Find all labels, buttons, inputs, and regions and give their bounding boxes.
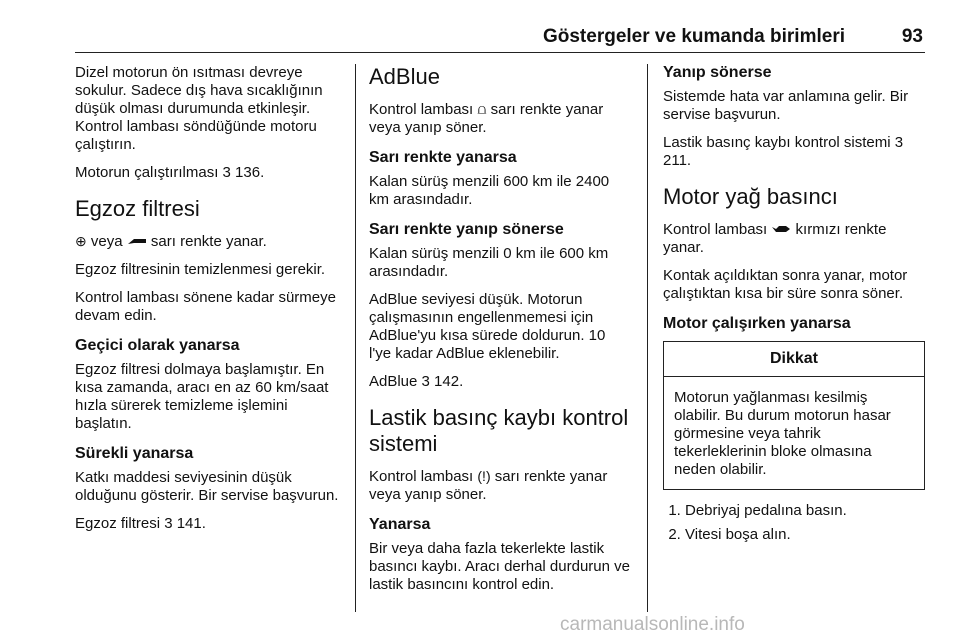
paragraph [369, 100, 631, 137]
column-2 [369, 64, 631, 604]
filter-icon [127, 233, 147, 249]
subsection-heading: Sarı renkte yanarsa [369, 149, 517, 166]
section-heading: Motor yağ basıncı [663, 184, 838, 209]
column-1 [75, 64, 345, 543]
paragraph [663, 134, 925, 170]
column-divider [355, 64, 356, 612]
subsection-heading: Yanıp sönerse [663, 64, 772, 81]
paragraph [369, 467, 631, 504]
paragraph-text: Motorun çalıştırılması [75, 164, 223, 181]
page-reference: 3 136. [222, 164, 265, 181]
page-number: 93 [901, 26, 923, 47]
paragraph: Egzoz filtresinin temizlenmesi gerekir. [75, 261, 326, 278]
column-divider [647, 64, 648, 612]
oil-can-icon [771, 221, 791, 237]
paragraph-text: AdBlue [369, 373, 422, 390]
paragraph [663, 220, 925, 257]
paragraph-text: sarı renkte yanar veya yanıp söner. [369, 101, 604, 136]
paragraph [369, 373, 631, 391]
warning-box-text: Motorun yağlanması kesilmiş olabilir. Bu durum motorun hasar görmesine veya tahrik tekerleklerinin bloke olmasına neden olabilir. [674, 389, 891, 478]
dpf-icon: ⊕ [75, 233, 87, 249]
paragraph-text: sarı renkte yanar. [146, 233, 267, 250]
watermark: carmanualsonline.info [560, 614, 745, 635]
paragraph: Kalan sürüş menzili 0 km ile 600 km arasındadır. [369, 245, 609, 280]
paragraph-text: Egzoz filtresi [75, 515, 165, 532]
list-item: 2. Vitesi boşa alın. [685, 526, 925, 544]
page-reference: 3 141. [164, 515, 206, 532]
page-reference: 3 142. [421, 373, 464, 390]
paragraph: AdBlue seviyesi düşük. Motorun çalışmasının engellenmemesi için AdBlue'yu kısa sürede doldurun. 10 l'ye kadar AdBlue eklenebilir. [369, 291, 606, 362]
page-header [75, 24, 925, 53]
paragraph: Sistemde hata var anlamına gelir. Bir servise başvurun. [663, 88, 909, 123]
list-item: 1. Debriyaj pedalına basın. [685, 502, 925, 520]
page-reference: 3 211. [663, 134, 904, 169]
paragraph: Dizel motorun ön ısıtması devreye sokulur. Sadece dış hava sıcaklığının düşük olması durumunda etkinleşir. Kontrol lambası söndüğünde motoru çalıştırın. [75, 64, 323, 153]
paragraph-text: Kontrol lambası [663, 221, 772, 238]
warning-box [663, 341, 925, 490]
paragraph [75, 164, 345, 182]
subsection-heading: Motor çalışırken yanarsa [663, 315, 851, 332]
subsection-heading: Yanarsa [369, 516, 431, 533]
paragraph: Egzoz filtresi dolmaya başlamıştır. En kısa zamanda, aracı en az 60 km/saat hızla sürerek temizleme işlemini başlatın. [75, 361, 329, 432]
paragraph-text: Lastik basınç kaybı kontrol sistemi [663, 134, 895, 151]
section-heading: Egzoz filtresi [75, 196, 200, 221]
paragraph-text: Kontrol lambası [369, 101, 478, 118]
paragraph: Bir veya daha fazla tekerlekte lastik basıncı kaybı. Aracı derhal durdurun ve lastik basıncını kontrol edin. [369, 540, 630, 593]
section-heading: Lastik basınç kaybı kontrol sistemi [369, 405, 629, 456]
tire-pressure-icon: (!) [477, 468, 491, 484]
section-heading: AdBlue [369, 64, 440, 89]
paragraph-text: veya [86, 233, 127, 250]
paragraph-text: sarı renkte yanar veya yanıp söner. [369, 468, 608, 503]
subsection-heading: Sarı renkte yanıp sönerse [369, 221, 564, 238]
steps-list [663, 502, 925, 544]
paragraph-text: Kontrol lambası [369, 468, 478, 485]
paragraph: Kontrol lambası sönene kadar sürmeye devam edin. [75, 289, 336, 324]
subsection-heading: Sürekli yanarsa [75, 445, 194, 462]
paragraph: Katkı maddesi seviyesinin düşük olduğunu gösterir. Bir servise başvurun. [75, 469, 339, 504]
paragraph: Kalan sürüş menzili 600 km ile 2400 km arasındadır. [369, 173, 610, 208]
column-3 [663, 64, 925, 550]
paragraph [75, 515, 345, 533]
warning-box-title: Dikkat [664, 342, 924, 377]
paragraph-text: kırmızı renkte yanar. [663, 221, 887, 256]
page-header-title: Göstergeler ve kumanda birimleri [542, 26, 845, 47]
paragraph: Kontak açıldıktan sonra yanar, motor çalıştıktan kısa bir süre sonra söner. [663, 267, 908, 302]
subsection-heading: Geçici olarak yanarsa [75, 337, 240, 354]
paragraph [75, 232, 345, 251]
adblue-icon: ⩍ [477, 101, 487, 117]
